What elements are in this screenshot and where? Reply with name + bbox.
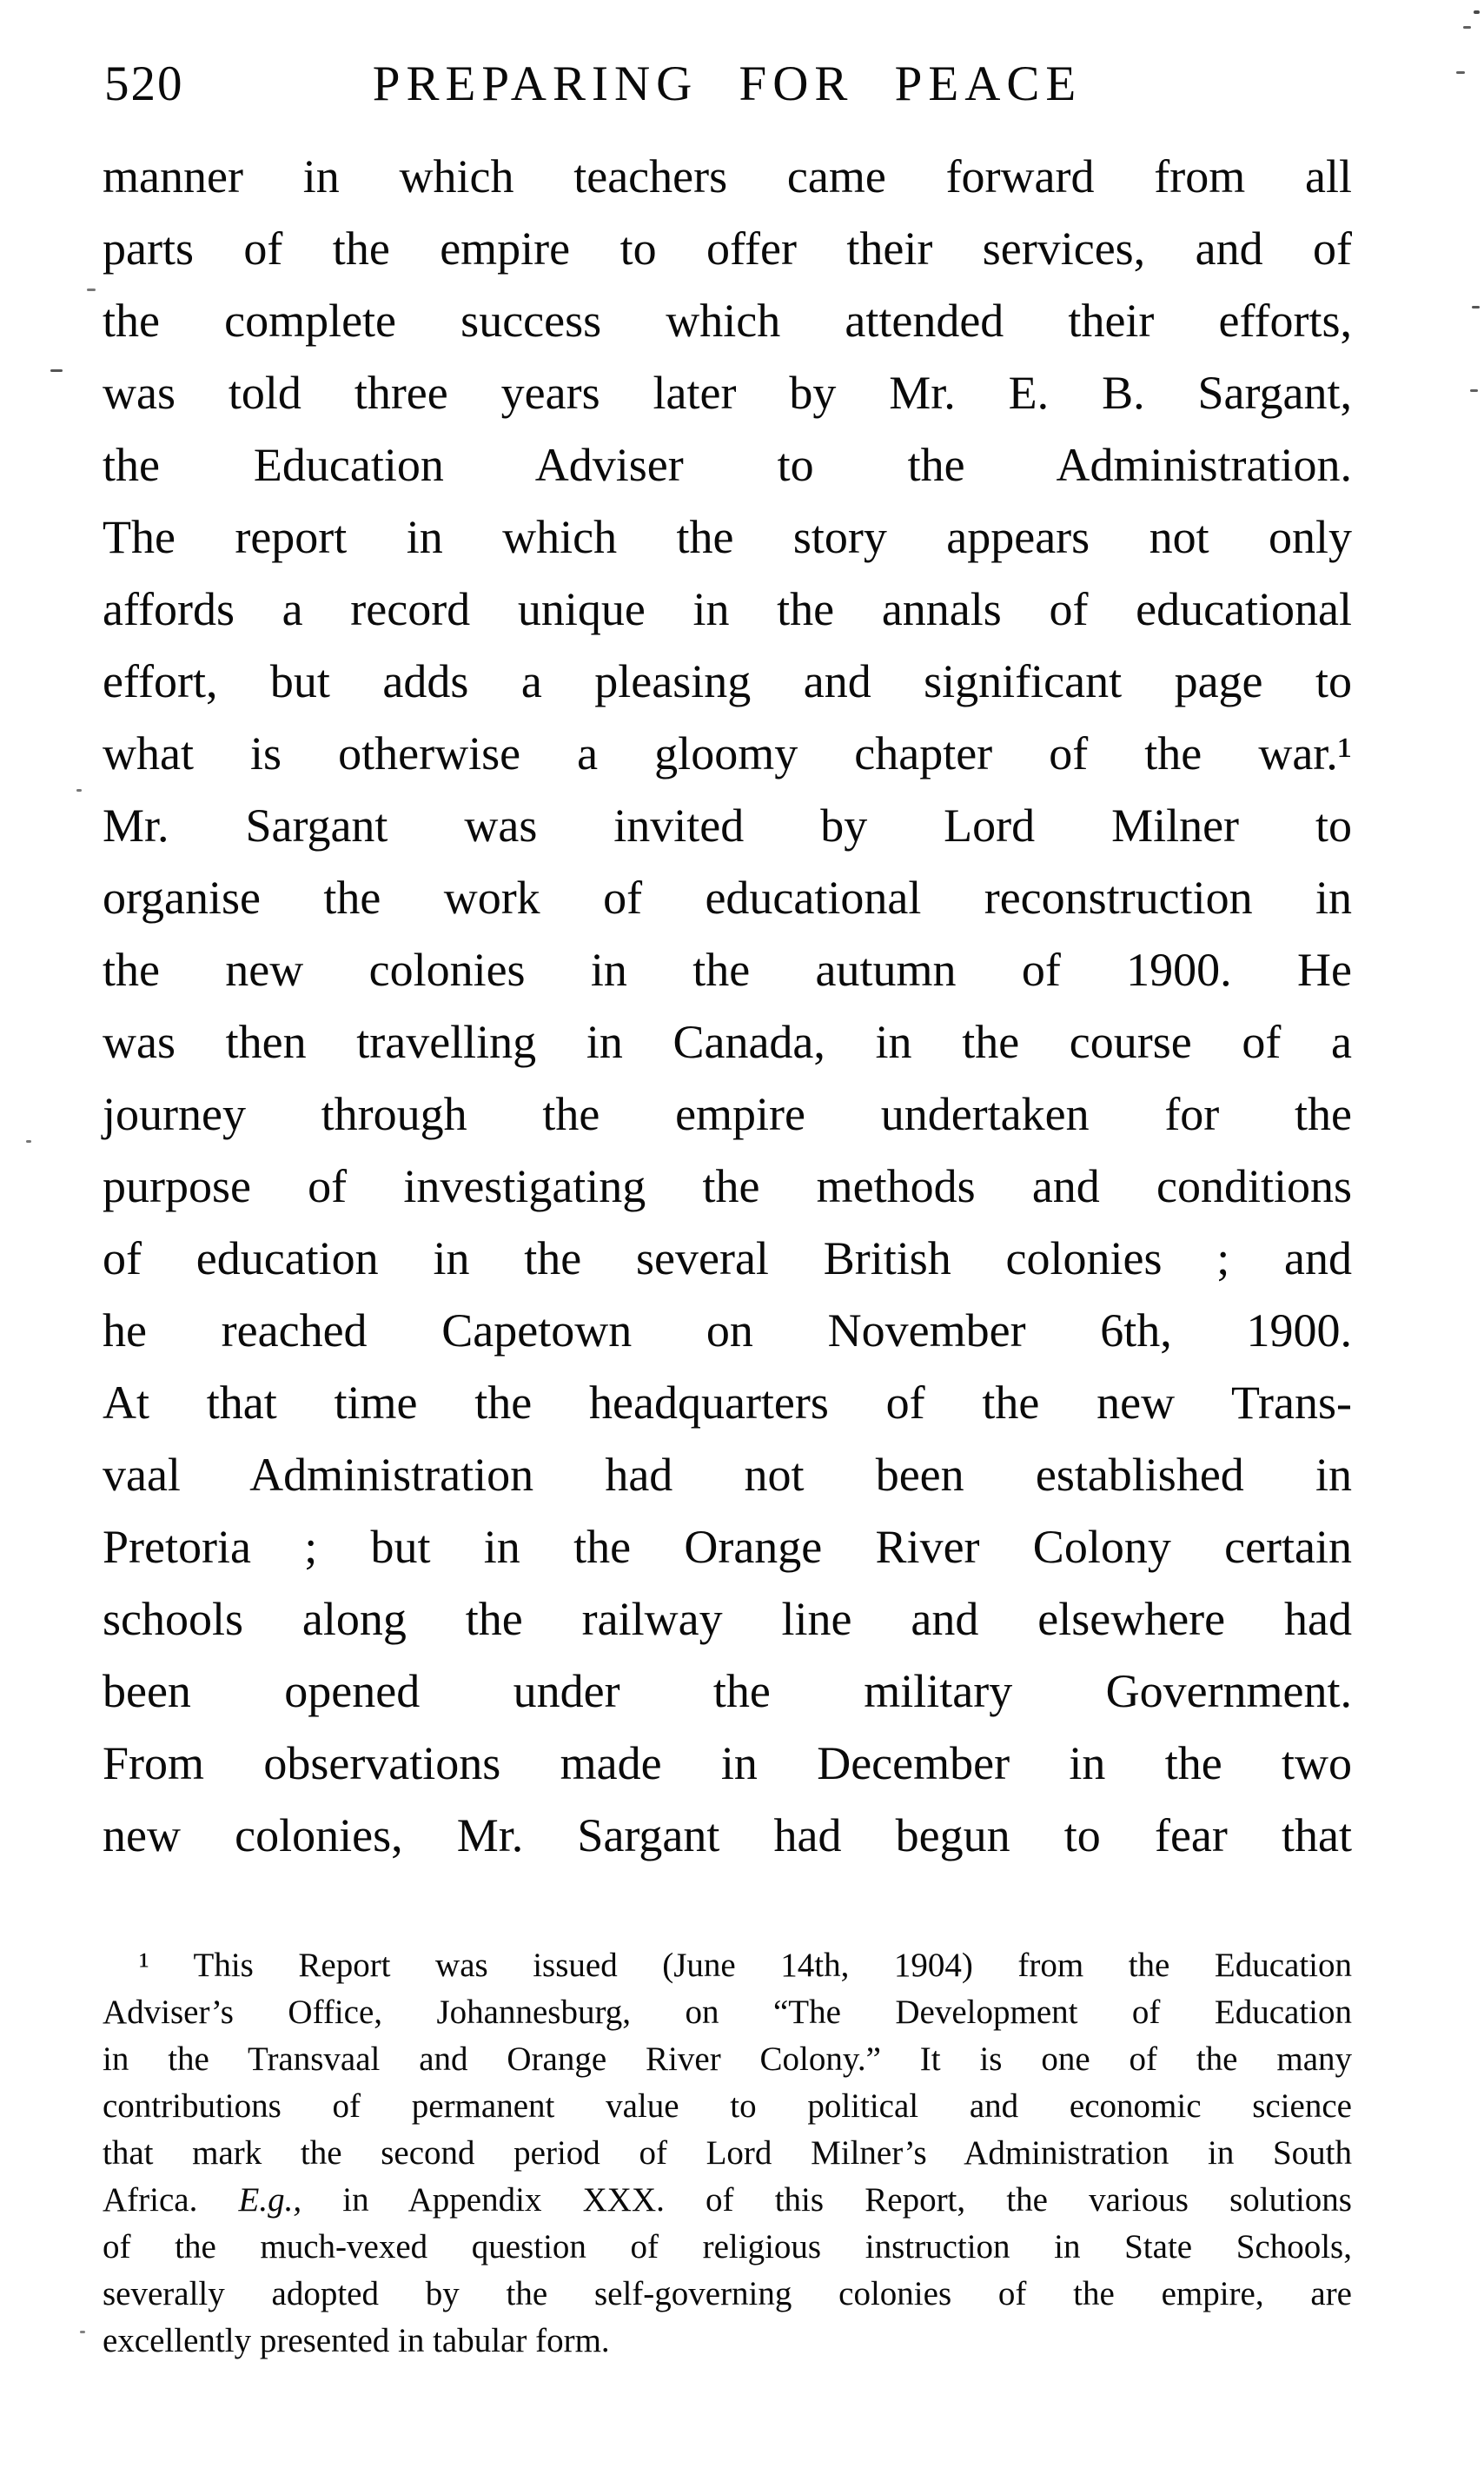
body-line: vaal Administration had not been established in — [103, 1449, 1352, 1501]
scan-speck — [1456, 71, 1465, 74]
page-number: 520 — [104, 56, 184, 111]
scan-speck — [1474, 10, 1480, 14]
body-line: been opened under the military Government. — [103, 1665, 1352, 1717]
footnote-line: ¹ This Report was issued (June 14th, 1904) from the Education — [139, 1947, 1352, 1984]
body-line: schools along the railway line and elsewhere had — [103, 1593, 1352, 1645]
body-line: was then travelling in Canada, in the course of a — [103, 1016, 1352, 1068]
body-line: journey through the empire undertaken for the — [103, 1088, 1352, 1140]
body-line: effort, but adds a pleasing and significant page to — [103, 655, 1352, 707]
footnote-line: contributions of permanent value to political and economic science — [103, 2087, 1352, 2125]
scan-speck — [50, 369, 63, 372]
footnote-line: excellently presented in tabular form. — [103, 2322, 610, 2359]
body-line: the Education Adviser to the Administration. — [103, 439, 1352, 491]
body-line: parts of the empire to offer their services, and of — [103, 222, 1352, 275]
body-line: what is otherwise a gloomy chapter of the war.¹ — [103, 727, 1352, 780]
scan-speck — [26, 1140, 31, 1143]
footnote-line: Adviser’s Office, Johannesburg, on “The Development of Education — [103, 1994, 1352, 2031]
page-header — [103, 56, 1352, 134]
footnote-line: that mark the second period of Lord Milner’s Administration in South — [103, 2134, 1352, 2172]
body-line: he reached Capetown on November 6th, 1900. — [103, 1304, 1352, 1357]
body-line: From observations made in December in the two — [103, 1737, 1352, 1789]
scan-speck — [1472, 306, 1480, 308]
body-paragraph — [103, 141, 1352, 1872]
body-line: Pretoria ; but in the Orange River Colony certain — [103, 1521, 1352, 1573]
body-line: the new colonies in the autumn of 1900. He — [103, 944, 1352, 996]
body-line: affords a record unique in the annals of educational — [103, 583, 1352, 635]
footnote-line: Africa. E.g., in Appendix XXX. of this Report, the various solutions — [103, 2181, 1352, 2219]
footnote-line: of the much-vexed question of religious instruction in State Schools, — [103, 2228, 1352, 2266]
body-line: purpose of investigating the methods and conditions — [103, 1160, 1352, 1212]
footnote-line: severally adopted by the self-governing colonies of the empire, are — [103, 2275, 1352, 2312]
scan-speck — [87, 289, 96, 291]
scan-speck — [1470, 389, 1478, 392]
body-line: organise the work of educational reconstruction in — [103, 872, 1352, 924]
body-line: of education in the several British colonies ; and — [103, 1232, 1352, 1284]
running-title: PREPARING FOR PEACE — [372, 56, 1083, 111]
body-line: manner in which teachers came forward from all — [103, 150, 1352, 202]
body-line: was told three years later by Mr. E. B. Sargant, — [103, 367, 1352, 419]
body-line: The report in which the story appears not only — [103, 511, 1352, 563]
body-line: At that time the headquarters of the new Trans- — [103, 1377, 1352, 1429]
body-line: Mr. Sargant was invited by Lord Milner to — [103, 799, 1352, 852]
scan-speck — [76, 789, 82, 792]
body-line: the complete success which attended their efforts, — [103, 295, 1352, 347]
body-line: new colonies, Mr. Sargant had begun to fear that — [103, 1809, 1352, 1861]
footnote — [103, 1942, 1352, 2365]
footnote-line: in the Transvaal and Orange River Colony.” It is one of the many — [103, 2040, 1352, 2078]
scan-speck — [80, 2331, 85, 2333]
scan-speck — [1463, 26, 1471, 29]
